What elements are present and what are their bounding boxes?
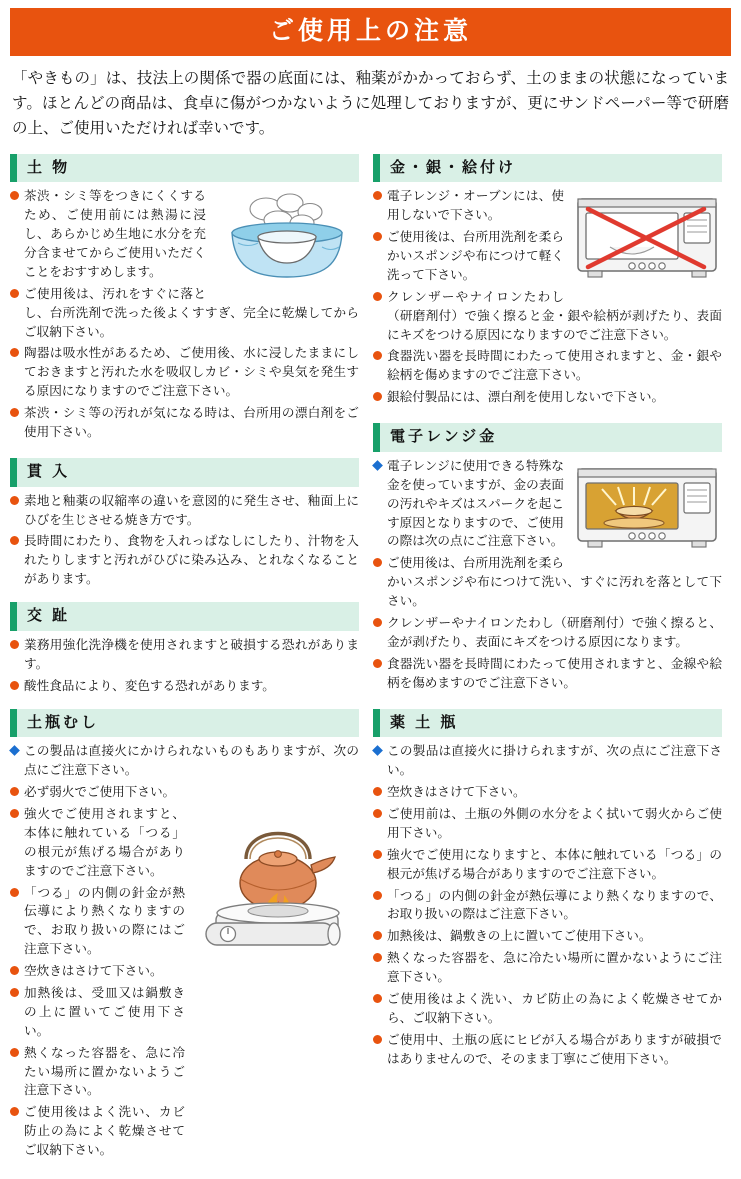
item-list [10,742,359,802]
list-item [10,1103,185,1160]
list-item [10,492,359,530]
list-item-text: 加熱後は、鍋敷きの上に置いてご使用下さい。 [387,929,652,944]
list-item [373,927,722,946]
bullet-diamond-icon [372,745,383,756]
list-item [10,187,359,281]
list-item [373,742,722,780]
section-body [10,492,359,589]
list-item-text: 加熱後は、受皿又は鍋敷きの上に置いてご使用下さい。 [24,985,185,1038]
list-item [10,532,359,589]
section-heading: 貫 入 [10,458,359,487]
bullet-dot-icon [373,953,382,962]
section-kannyu [10,458,359,589]
bullet-dot-icon [10,1107,19,1116]
list-item [373,457,722,551]
list-item-text: 長時間にわたり、食物を入れっぱなしにしたり、汁物を入れたりしますと汚れがひびに染み込み、とれなくなることがあります。 [24,534,359,587]
section-body [373,457,722,696]
bullet-dot-icon [10,289,19,298]
list-item [373,554,722,611]
list-item-text: ご使用前は、土瓶の外側の水分をよく拭いて弱火からご使用下さい。 [387,806,722,840]
bullet-diamond-icon [372,460,383,471]
list-item-text: クレンザーやナイロンたわし（研磨剤付）で強く擦ると金・銀や絵柄が剥げたり、表面にキズをつける原因になりますのでご注意下さい。 [387,289,722,342]
section-dobin-mushi [10,709,359,1160]
list-item-text: 電子レンジ・オーブンには、使用しないで下さい。 [387,189,564,223]
item-list-continued [10,805,185,1160]
list-item [10,742,359,780]
section-body [10,187,359,445]
list-item [10,636,359,674]
section-heading: 電子レンジ金 [373,423,722,452]
list-item [373,614,722,652]
list-item [373,805,722,843]
list-item [373,228,722,285]
bullet-dot-icon [373,994,382,1003]
section-heading: 金・銀・絵付け [373,154,722,183]
bullet-dot-icon [373,191,382,200]
list-item [10,783,359,802]
list-item-text: 熱くなった容器を、急に冷たい場所に置かないようにご注意下さい。 [387,951,722,985]
bullet-dot-icon [10,640,19,649]
bullet-diamond-icon [9,745,20,756]
list-item [10,1044,185,1101]
teapot-on-stove-illustration [194,809,359,959]
list-item-text: 必ず弱火でご使用下さい。 [24,785,176,800]
item-list [10,636,359,696]
list-item [10,404,359,442]
list-item-text: ご使用後は、汚れをすぐに落とし、台所洗剤で洗った後よくすすぎ、完全に乾燥してからご収納下さい。 [24,286,359,339]
list-item-text: 空炊きはさけて下さい。 [387,785,526,800]
bullet-dot-icon [10,496,19,505]
list-item [10,884,185,960]
section-heading: 交 趾 [10,602,359,631]
list-item-text: ご使用後は、台所用洗剤を柔らかいスポンジや布につけて洗い、すぐに汚れを落として下さい。 [387,556,722,609]
list-item [373,347,722,385]
list-item-text: 空炊きはさけて下さい。 [24,964,163,979]
list-item [373,388,722,407]
bullet-dot-icon [373,891,382,900]
section-heading: 土 物 [10,154,359,183]
bullet-dot-icon [10,536,19,545]
bullet-dot-icon [373,809,382,818]
section-kin-gin-etsuke [373,154,722,411]
bullet-dot-icon [373,787,382,796]
bullet-dot-icon [373,618,382,627]
bullet-dot-icon [10,408,19,417]
list-item [373,655,722,693]
bullet-dot-icon [10,348,19,357]
list-item [10,285,359,342]
two-column-layout [10,154,731,1173]
list-item-text: この製品は直接火にかけられないものもありますが、次の点にご注意下さい。 [24,744,359,778]
bullet-dot-icon [10,966,19,975]
list-item-text: ご使用中、土瓶の底にヒビが入る場合がありますが破損ではありませんので、そのまま丁寧にご使用下さい。 [387,1032,722,1066]
page-title: ご使用上の注意 [10,8,731,56]
list-item [373,288,722,345]
section-heading: 薬 土 瓶 [373,709,722,738]
list-item-text: 食器洗い器を長時間にわたって使用されますと、金線や絵柄を傷めますのでご注意下さい。 [387,656,722,690]
right-column [373,154,722,1082]
section-kusuri-dobin [373,709,722,1069]
list-item-text: 素地と釉薬の収縮率の違いを意図的に発生させ、釉面上にひびを生じさせる焼き方です。 [24,493,359,527]
list-item-text: 強火でご使用されますと、本体に触れている「つる」の根元が焦げる場合がありますのでご注意下さい。 [24,806,185,878]
item-list [10,492,359,589]
bullet-dot-icon [373,392,382,401]
list-item [373,887,722,925]
bullet-dot-icon [10,888,19,897]
list-item-text: 電子レンジに使用できる特殊な金を使っていますが、金の表面の汚れやキズはスパークを起こす原因となりますので、ご使用の際は次の点にご注意下さい。 [387,458,564,549]
list-item-text: 銀絵付製品には、漂白剤を使用しないで下さい。 [387,390,665,405]
bullet-dot-icon [373,1035,382,1044]
section-tsuchimono [10,154,359,445]
section-microwave-gold [373,423,722,695]
intro-paragraph: 「やきもの」は、技法上の関係で器の底面には、釉薬がかかっておらず、土のままの状態になっています。ほとんどの商品は、食卓に傷がつかないように処理しておりますが、更にサンドペーパー等で研磨の上、ご使用いただければ幸いです。 [12,70,729,138]
bullet-dot-icon [373,850,382,859]
list-item-text: ご使用後はよく洗い、カビ防止の為によく乾燥させてご収納下さい。 [24,1105,185,1158]
list-item-text: 業務用強化洗浄機を使用されますと破損する恐れがあります。 [24,637,359,671]
list-item-text: ご使用後はよく洗い、カビ防止の為によく乾燥させてから、ご収納下さい。 [387,992,722,1025]
section-body [373,187,722,410]
list-item-text: 「つる」の内側の針金が熱伝導により熱くなりますので、お取り扱いの際はご注意下さい。 [387,888,722,922]
list-item [10,962,185,981]
list-item [10,677,359,696]
list-item [373,1031,722,1069]
section-body [10,636,359,696]
section-heading: 土瓶むし [10,709,359,738]
list-item [373,187,722,225]
bullet-dot-icon [10,1048,19,1057]
section-kochi [10,602,359,695]
bullet-dot-icon [10,809,19,818]
list-item-text: 強火でご使用になりますと、本体に触れている「つる」の根元が焦げる場合がありますのでご注意下さい。 [387,847,722,881]
bullet-dot-icon [10,681,19,690]
section-body [373,742,722,1068]
list-item-text: この製品は直接火に掛けられますが、次の点にご注意下さい。 [387,744,722,778]
list-item-text: 食器洗い器を長時間にわたって使用されますと、金・銀や絵柄を傷めますのでご注意下さい。 [387,349,722,383]
bullet-dot-icon [373,558,382,567]
bullet-dot-icon [373,659,382,668]
list-item [10,344,359,401]
item-list [373,457,722,693]
bullet-dot-icon [10,191,19,200]
item-list [10,187,359,442]
list-item-text: 「つる」の内側の針金が熱伝導により熱くなりますので、お取り扱いの際にはご注意下さい。 [24,885,185,957]
list-item-text: 茶渋・シミ等の汚れが気になる時は、台所用の漂白剤をご使用下さい。 [24,406,359,440]
bullet-dot-icon [373,931,382,940]
list-item-text: 酸性食品により、変色する恐れがあります。 [24,678,275,693]
bullet-dot-icon [10,988,19,997]
item-list [373,187,722,407]
list-item [373,846,722,884]
list-item [373,949,722,987]
list-item [10,805,185,881]
list-item-text: 陶器は吸水性があるため、ご使用後、水に浸したままにしておきますと汚れた水を吸収しカビ・シミや臭気を発生する原因になりますのでご注意下さい。 [24,346,359,399]
bullet-dot-icon [373,232,382,241]
section-body [10,742,359,1160]
left-column [10,154,359,1173]
bullet-dot-icon [10,787,19,796]
item-list [373,742,722,1068]
bullet-dot-icon [373,351,382,360]
bullet-dot-icon [373,292,382,301]
list-item-text: ご使用後は、台所用洗剤を柔らかいスポンジや布につけて軽く洗って下さい。 [387,230,564,282]
list-item-text: クレンザーやナイロンたわし（研磨剤付）で強く擦ると、金が剥げたり、表面にキズをつける原因になります。 [387,616,722,649]
list-item [10,984,185,1041]
list-item [373,783,722,802]
list-item-text: 茶渋・シミ等をつきにくくするため、ご使用前には熱湯に浸し、あらかじめ生地に水分を充分含ませてからご使用いただくことをおすすめします。 [24,189,206,279]
list-item-text: 熱くなった容器を、急に冷たい場所に置かないようご注意下さい。 [24,1045,185,1098]
list-item [373,990,722,1028]
